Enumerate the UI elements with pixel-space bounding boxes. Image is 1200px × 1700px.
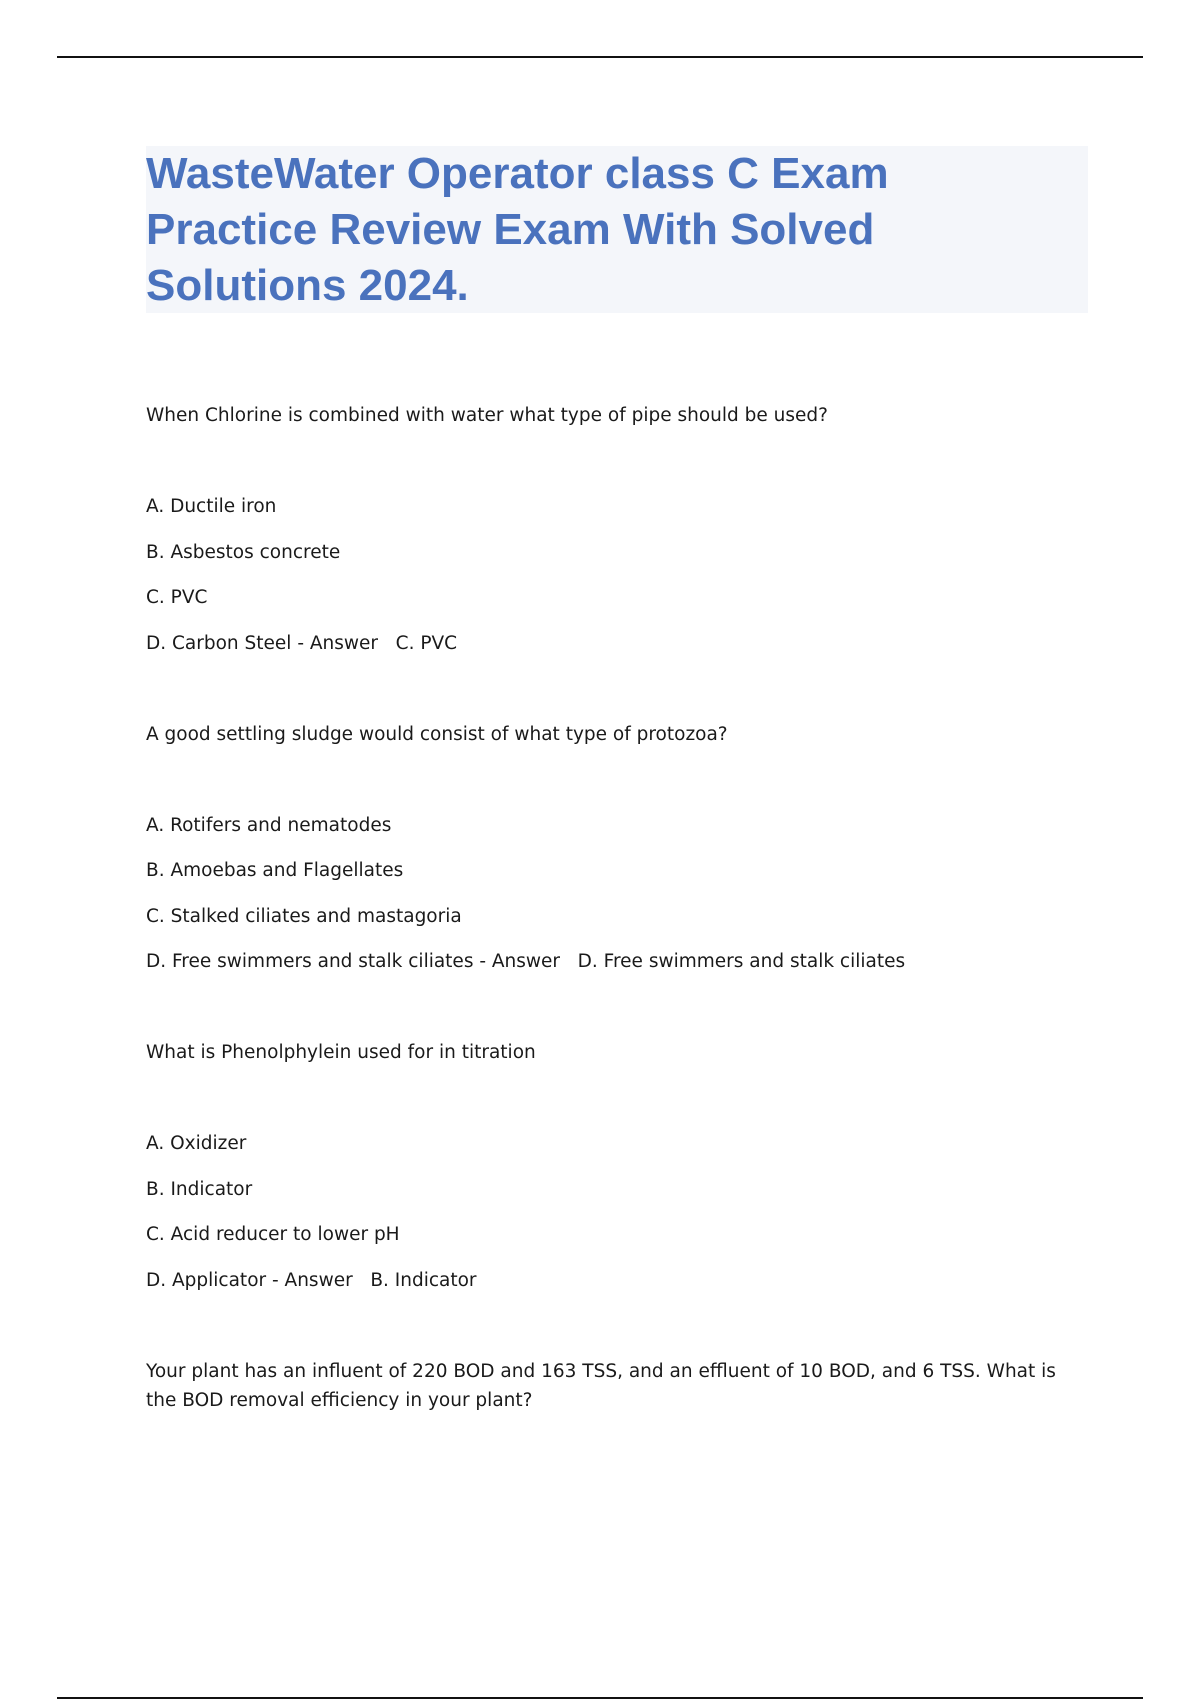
q2-option-d-answer: D. Free swimmers and stalk ciliates - Answer D. Free swimmers and stalk ciliates [146,951,906,972]
title-banner [146,146,1088,313]
q1-option-c: C. PVC [146,587,208,608]
top-divider [57,56,1143,58]
q3-option-d-answer: D. Applicator - Answer B. Indicator [146,1270,477,1291]
q2-option-a: A. Rotifers and nematodes [146,815,392,836]
q2-option-b: B. Amoebas and Flagellates [146,860,404,881]
q1-option-b: B. Asbestos concrete [146,542,341,563]
question-3: What is Phenolphylein used for in titration [146,1042,536,1063]
question-4: Your plant has an influent of 220 BOD and 163 TSS, and an effluent of 10 BOD, and 6 TSS. What is the BOD removal efficiency in your plant? [146,1361,1056,1411]
q2-option-c: C. Stalked ciliates and mastagoria [146,906,462,927]
q1-option-d-answer: D. Carbon Steel - Answer C. PVC [146,633,458,654]
question-1: When Chlorine is combined with water what type of pipe should be used? [146,405,828,426]
q3-option-c: C. Acid reducer to lower pH [146,1224,400,1245]
q1-option-a: A. Ductile iron [146,496,277,517]
document-title: WasteWater Operator class C Exam Practice Review Exam With Solved Solutions 2024. [146,149,889,310]
question-2: A good settling sludge would consist of what type of protozoa? [146,724,728,745]
bottom-divider [57,1697,1143,1699]
q3-option-b: B. Indicator [146,1179,253,1200]
q3-option-a: A. Oxidizer [146,1133,247,1154]
